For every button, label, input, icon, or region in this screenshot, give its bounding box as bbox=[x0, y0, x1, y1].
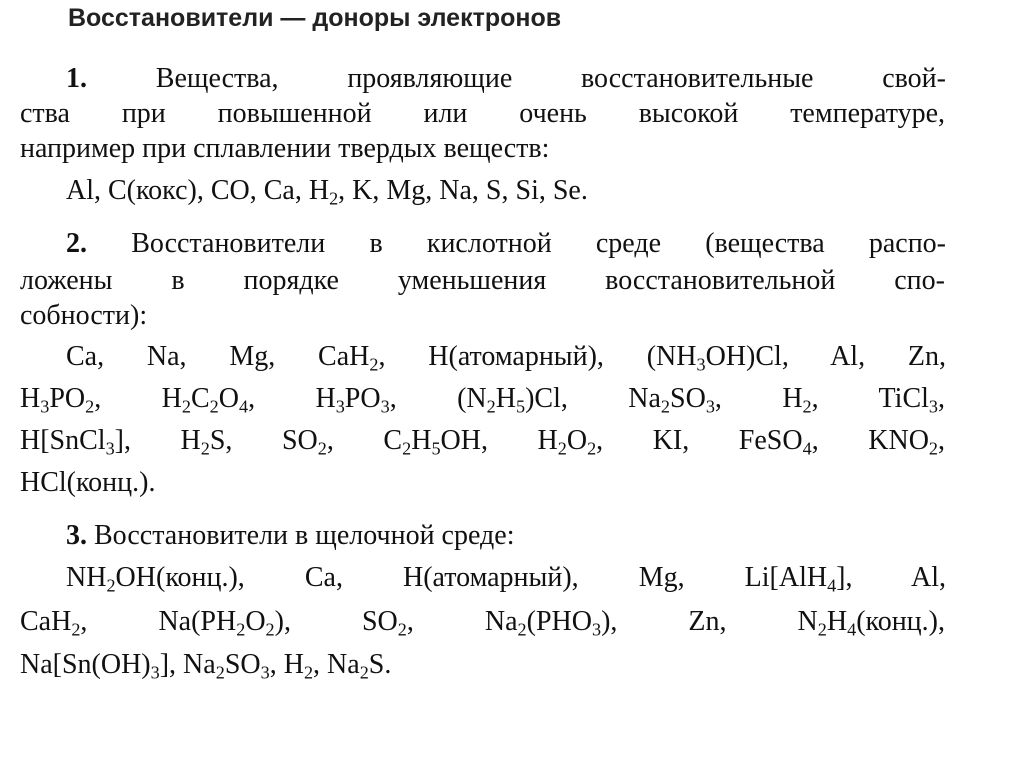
formula-text: , Na bbox=[406, 606, 518, 637]
section-3-formula-line-2 bbox=[20, 605, 945, 639]
formula-text: SO bbox=[224, 649, 261, 680]
formula-text: , Na bbox=[313, 649, 360, 680]
formula-s2-l2 bbox=[20, 382, 945, 416]
formula-text: , bbox=[938, 383, 945, 414]
section-2-text-1: Восстановители в кислотной среде (вещества распо- bbox=[131, 228, 947, 259]
formula-text: O bbox=[245, 606, 266, 637]
formula-subscript: 3 bbox=[105, 438, 115, 459]
formula-text: , TiCl bbox=[811, 383, 929, 414]
formula-subscript: 2 bbox=[317, 438, 327, 459]
formula-text: , H bbox=[248, 383, 336, 414]
formula-subscript: 2 bbox=[181, 396, 191, 417]
formula-text: Na[Sn(OH) bbox=[20, 649, 151, 680]
formula-subscript: 2 bbox=[517, 619, 527, 640]
formula-text: , bbox=[938, 425, 946, 456]
formula-text: OH)Cl, Al, Zn, bbox=[705, 341, 946, 372]
section-1-formula-line bbox=[66, 174, 588, 208]
formula-text: (конц.), bbox=[856, 606, 945, 637]
formula-text: , H bbox=[94, 383, 182, 414]
formula-subscript: 2 bbox=[359, 662, 369, 683]
formula-text: ], Na bbox=[159, 649, 216, 680]
formula-s2-l4: HCl(конц.). bbox=[20, 467, 156, 498]
formula-s3-l2 bbox=[20, 605, 945, 639]
formula-subscript: 2 bbox=[557, 438, 567, 459]
formula-subscript: 3 bbox=[335, 396, 345, 417]
section-2-line-1 bbox=[66, 227, 946, 261]
formula-subscript: 2 bbox=[236, 619, 246, 640]
formula-subscript: 5 bbox=[515, 396, 526, 417]
formula-subscript: 3 bbox=[928, 396, 938, 417]
formula-subscript: 4 bbox=[802, 438, 812, 459]
formula-text: Ca, Na, Mg, CaH bbox=[66, 341, 370, 372]
formula-subscript: 3 bbox=[696, 354, 706, 375]
formula-subscript: 2 bbox=[71, 619, 81, 640]
formula-s2-l3 bbox=[20, 424, 945, 458]
formula-text: ], Al, bbox=[836, 562, 947, 593]
formula-text: H bbox=[826, 606, 848, 637]
formula-text: , H bbox=[714, 383, 803, 414]
page-title: Восстановители — доноры электронов bbox=[68, 4, 562, 32]
section-2-line-3 bbox=[20, 299, 147, 333]
formula-subscript: 3 bbox=[380, 396, 390, 417]
formula-text: , Na(PH bbox=[80, 606, 237, 637]
formula-text: Al, C(кокс), CO, Ca, H bbox=[66, 175, 330, 206]
section-3-line-1 bbox=[66, 519, 515, 553]
formula-subscript: 3 bbox=[260, 662, 270, 683]
formula-subscript: 3 bbox=[150, 662, 160, 683]
formula-text: C bbox=[190, 383, 210, 414]
formula-text: SO bbox=[670, 383, 706, 414]
formula-text: , H(атомарный), (NH bbox=[378, 341, 697, 372]
formula-text: OH, H bbox=[440, 425, 558, 456]
formula-subscript: 4 bbox=[847, 619, 857, 640]
section-1-number: 1. bbox=[66, 63, 87, 94]
formula-text: O bbox=[218, 383, 239, 414]
formula-s3-l3 bbox=[20, 649, 392, 683]
formula-subscript: 2 bbox=[587, 438, 597, 459]
section-3-text-1: Восстановители в щелочной среде: bbox=[94, 520, 515, 551]
formula-subscript: 3 bbox=[40, 396, 50, 417]
section-1-line-3 bbox=[20, 132, 549, 166]
formula-text: , (N bbox=[389, 383, 487, 414]
formula-text: , KI, FeSO bbox=[596, 425, 803, 456]
formula-subscript: 5 bbox=[431, 438, 441, 459]
formula-text: OH(конц.), Ca, H(атомарный), Mg, Li[AlH bbox=[115, 562, 828, 593]
formula-text: H bbox=[20, 383, 41, 414]
formula-subscript: 2 bbox=[397, 619, 407, 640]
section-1-text-2: ства при повышенной или очень высокой температуре, bbox=[20, 98, 945, 129]
formula-text: CaH bbox=[20, 606, 72, 637]
section-1-line-2 bbox=[20, 97, 945, 131]
section-1-text-3: например при сплавлении твердых веществ: bbox=[20, 133, 550, 164]
formula-text: )Cl, Na bbox=[525, 383, 661, 414]
formula-subscript: 2 bbox=[303, 662, 314, 683]
formula-text: , C bbox=[326, 425, 403, 456]
formula-text: , KNO bbox=[811, 425, 929, 456]
section-2-text-3: собности): bbox=[20, 300, 148, 331]
formula-text: (PHO bbox=[526, 606, 592, 637]
formula-s1-l4 bbox=[66, 175, 588, 209]
formula-text: PO bbox=[344, 383, 381, 414]
section-3-formula-line-3 bbox=[20, 648, 391, 682]
section-2-formula-line-4 bbox=[20, 466, 155, 500]
section-1-text-1: Вещества, проявляющие восстановительные свой- bbox=[155, 63, 946, 94]
formula-text: H bbox=[495, 383, 516, 414]
formula-subscript: 2 bbox=[486, 396, 496, 417]
formula-subscript: 2 bbox=[106, 575, 116, 596]
section-2-text-2: ложены в порядке уменьшения восстановительной спо- bbox=[20, 265, 945, 296]
formula-text: S. bbox=[368, 649, 392, 680]
formula-subscript: 2 bbox=[215, 662, 225, 683]
formula-subscript: 2 bbox=[928, 438, 939, 459]
formula-text: ), SO bbox=[274, 606, 398, 637]
formula-s3-l1 bbox=[66, 561, 946, 595]
formula-subscript: 2 bbox=[200, 438, 210, 459]
formula-s2-l1 bbox=[66, 340, 946, 374]
formula-text: H[SnCl bbox=[20, 425, 106, 456]
formula-subscript: 2 bbox=[369, 354, 379, 375]
section-1-line-1 bbox=[66, 62, 946, 96]
formula-subscript: 2 bbox=[209, 396, 219, 417]
formula-text: S, SO bbox=[209, 425, 318, 456]
formula-subscript: 2 bbox=[265, 619, 275, 640]
formula-text: ], H bbox=[114, 425, 201, 456]
formula-text: , K, Mg, Na, S, Si, Se. bbox=[338, 175, 588, 206]
formula-text: , H bbox=[269, 649, 304, 680]
section-2-formula-line-3 bbox=[20, 424, 945, 458]
formula-subscript: 2 bbox=[85, 396, 95, 417]
formula-subscript: 2 bbox=[402, 438, 412, 459]
formula-subscript: 2 bbox=[817, 619, 827, 640]
section-2-formula-line-1 bbox=[66, 340, 946, 374]
formula-subscript: 4 bbox=[238, 396, 249, 417]
formula-subscript: 3 bbox=[705, 396, 715, 417]
section-2-formula-line-2 bbox=[20, 382, 945, 416]
formula-subscript: 2 bbox=[660, 396, 671, 417]
formula-text: PO bbox=[49, 383, 86, 414]
formula-subscript: 4 bbox=[827, 575, 837, 596]
formula-text: ), Zn, N bbox=[601, 606, 818, 637]
section-3-number: 3. bbox=[66, 520, 87, 551]
section-3-formula-line-1 bbox=[66, 561, 946, 595]
formula-text: O bbox=[566, 425, 588, 456]
formula-text: NH bbox=[66, 562, 107, 593]
section-2-line-2 bbox=[20, 264, 945, 298]
formula-text: H bbox=[411, 425, 432, 456]
formula-subscript: 2 bbox=[329, 188, 339, 209]
section-2-number: 2. bbox=[66, 228, 87, 259]
formula-subscript: 3 bbox=[591, 619, 602, 640]
formula-subscript: 2 bbox=[802, 396, 812, 417]
